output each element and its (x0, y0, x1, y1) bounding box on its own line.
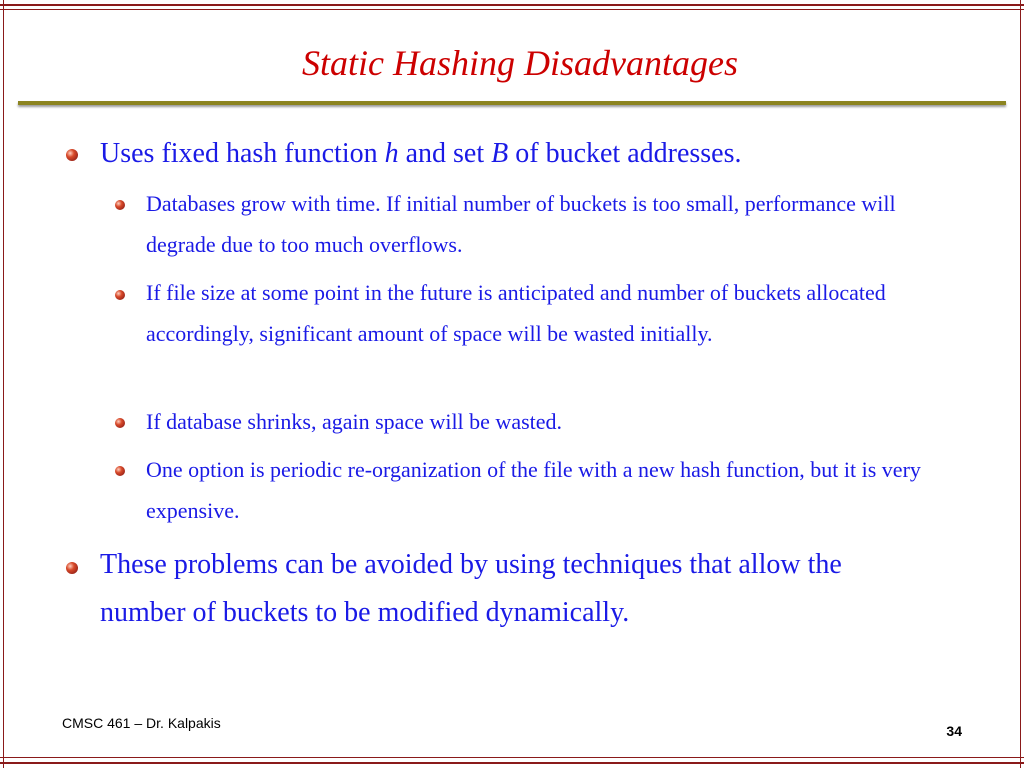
title-divider (18, 101, 1006, 105)
sub-bullet-4: One option is periodic re-organization of the file with a new hash function, but it is very expensive. (146, 457, 921, 523)
sub-bullet-1: Databases grow with time. If initial number of buckets is too small, performance will degrade due to too much overflows. (146, 191, 896, 257)
sub-bullet-2: If file size at some point in the future is anticipated and number of buckets allocated accordingly, significant amount of space will be wasted initially. (146, 280, 886, 346)
sub-bullet-icon (115, 290, 125, 300)
bullet-main-1-part2: and set (398, 138, 492, 169)
bottom-border-outer (0, 762, 1024, 764)
bullet-icon (66, 149, 78, 161)
top-border-inner (0, 9, 1024, 10)
sub-bullet-icon (115, 200, 125, 210)
bullet-main-1-part1: Uses fixed hash function (100, 138, 385, 169)
sub-bullet-icon (115, 466, 125, 476)
bullet-main-1 (100, 130, 940, 178)
bullet-main-1-b: B (491, 138, 509, 169)
slide-title: Static Hashing Disadvantages (302, 43, 738, 83)
left-border (3, 0, 4, 768)
top-border-outer (0, 4, 1024, 6)
page-number: 34 (946, 723, 962, 739)
sub-bullet-3: If database shrinks, again space will be wasted. (146, 409, 563, 434)
bullet-icon (66, 562, 78, 574)
right-border (1020, 0, 1021, 768)
bottom-border-inner (0, 757, 1024, 758)
bullet-main-1-part3: of bucket addresses. (508, 138, 742, 169)
sub-bullet-icon (115, 418, 125, 428)
bullet-main-2: These problems can be avoided by using techniques that allow the number of buckets to be modified dynamically. (100, 549, 842, 628)
bullet-main-1-h: h (384, 138, 399, 169)
footer-course: CMSC 461 – Dr. Kalpakis (62, 715, 221, 731)
